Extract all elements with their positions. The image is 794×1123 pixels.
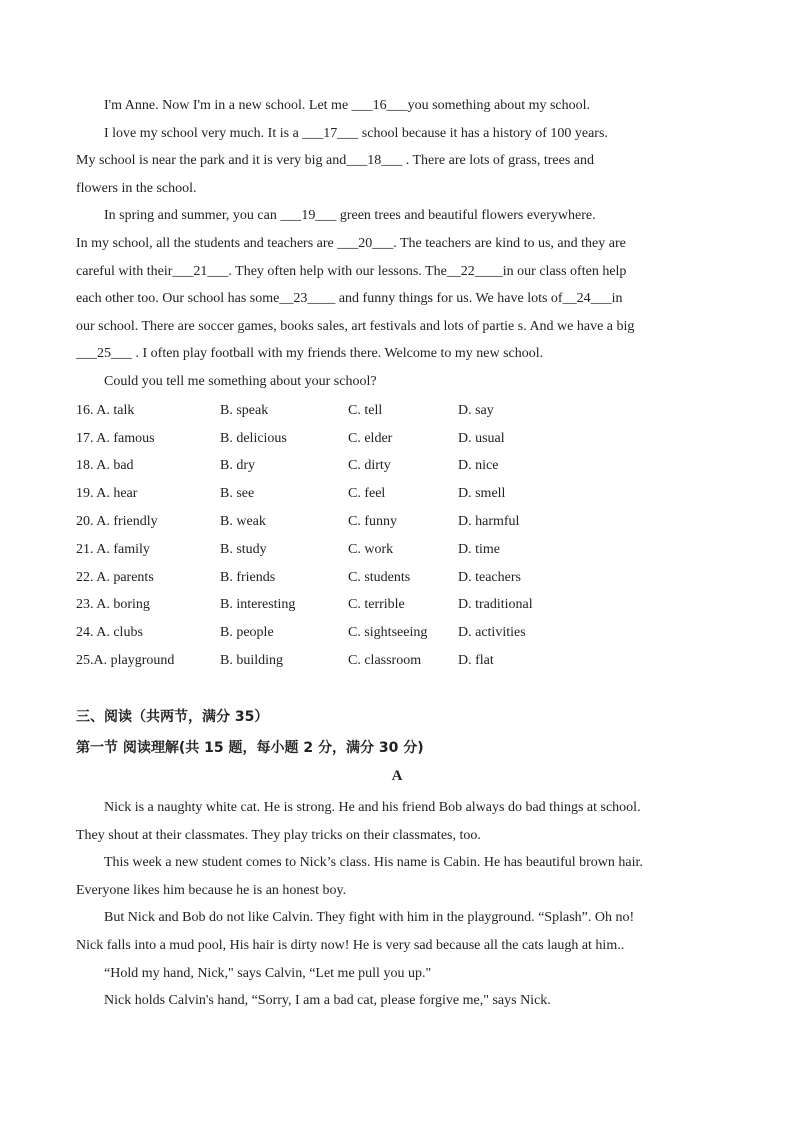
option-c: C. students xyxy=(348,569,411,585)
option-d: D. harmful xyxy=(458,514,520,530)
option-d: D. nice xyxy=(458,458,499,474)
passage-line: Nick holds Calvin's hand, “Sorry, I am a bad cat, please forgive me," says Nick. xyxy=(104,993,551,1009)
cloze-line: Could you tell me something about your school? xyxy=(104,373,377,389)
option-d: D. time xyxy=(458,541,500,557)
option-d: D. teachers xyxy=(458,569,521,585)
option-d: D. flat xyxy=(458,653,494,669)
section-subheading: 第一节 阅读理解(共 15 题，每小题 2 分，满分 30 分) xyxy=(76,740,424,756)
option-a: 23. A. boring xyxy=(76,597,150,613)
passage-line: This week a new student comes to Nick’s class. His name is Cabin. He has beautiful brown hair. xyxy=(104,855,643,871)
option-c: C. tell xyxy=(348,402,383,418)
option-row-16 xyxy=(76,397,716,425)
option-b: B. friends xyxy=(220,569,276,585)
reading-passage xyxy=(76,794,716,1015)
option-a: 16. A. talk xyxy=(76,402,135,418)
cloze-passage xyxy=(76,92,716,396)
option-c: C. sightseeing xyxy=(348,625,428,641)
cloze-line: My school is near the park and it is very big and___18___ . There are lots of grass, trees and xyxy=(76,153,594,169)
option-c: C. feel xyxy=(348,486,386,502)
option-b: B. dry xyxy=(220,458,255,474)
option-a: 24. A. clubs xyxy=(76,625,143,641)
option-c: C. work xyxy=(348,541,394,557)
option-a: 20. A. friendly xyxy=(76,514,158,530)
cloze-line: ___25___ . I often play football with my friends there. Welcome to my new school. xyxy=(76,346,544,362)
answer-options xyxy=(76,397,716,675)
passage-line: They shout at their classmates. They play tricks on their classmates, too. xyxy=(76,827,481,843)
cloze-line: I'm Anne. Now I'm in a new school. Let me ___16___you something about my school. xyxy=(104,98,591,113)
passage-line: Nick falls into a mud pool, His hair is dirty now! He is very sad because all the cats laugh at him.. xyxy=(76,937,625,953)
option-d: D. usual xyxy=(458,430,505,446)
cloze-line: careful with their___21___. They often help with our lessons. The__22____in our class often help xyxy=(76,263,627,279)
option-c: C. funny xyxy=(348,514,397,530)
option-b: B. delicious xyxy=(220,430,287,446)
option-a: 17. A. famous xyxy=(76,430,155,446)
option-c: C. classroom xyxy=(348,653,422,669)
passage-line: Nick is a naughty white cat. He is strong. He and his friend Bob always do bad things at school. xyxy=(104,800,641,815)
section-heading: 三、阅读（共两节，满分 35） xyxy=(76,709,269,725)
option-b: B. study xyxy=(220,541,267,557)
option-row-25 xyxy=(76,647,716,675)
passage-title: A xyxy=(391,768,403,784)
option-a: 25.A. playground xyxy=(76,653,175,669)
cloze-line: each other too. Our school has some__23____ and funny things for us. We have lots of__24___in xyxy=(76,291,623,307)
option-row-24 xyxy=(76,619,716,647)
option-row-20 xyxy=(76,508,716,536)
option-row-23 xyxy=(76,592,716,620)
passage-line: Everyone likes him because he is an honest boy. xyxy=(76,882,347,898)
passage-line: “Hold my hand, Nick," says Calvin, “Let me pull you up." xyxy=(104,965,432,981)
option-a: 18. A. bad xyxy=(76,458,134,474)
option-row-21 xyxy=(76,536,716,564)
option-b: B. see xyxy=(220,486,255,502)
passage-line: But Nick and Bob do not like Calvin. They fight with him in the playground. “Splash”. Oh no! xyxy=(104,910,635,926)
cloze-line: In spring and summer, you can ___19___ green trees and beautiful flowers everywhere. xyxy=(104,208,596,224)
option-b: B. building xyxy=(220,653,284,669)
option-row-18 xyxy=(76,453,716,481)
option-b: B. weak xyxy=(220,514,266,530)
option-a: 21. A. family xyxy=(76,541,150,557)
option-d: D. activities xyxy=(458,625,526,641)
cloze-line: I love my school very much. It is a ___17___ school because it has a history of 100 years. xyxy=(104,125,608,141)
option-a: 19. A. hear xyxy=(76,486,138,502)
option-d: D. smell xyxy=(458,486,506,502)
option-row-19 xyxy=(76,480,716,508)
option-row-17 xyxy=(76,425,716,453)
option-a: 22. A. parents xyxy=(76,569,154,585)
cloze-line: our school. There are soccer games, books sales, art festivals and lots of partie s. And we have a big xyxy=(76,318,635,334)
cloze-line: In my school, all the students and teachers are ___20___. The teachers are kind to us, and they are xyxy=(76,235,626,251)
option-b: B. people xyxy=(220,625,274,641)
option-d: D. traditional xyxy=(458,597,533,613)
option-c: C. elder xyxy=(348,430,393,446)
option-d: D. say xyxy=(458,402,494,418)
option-b: B. interesting xyxy=(220,597,296,613)
cloze-line: flowers in the school. xyxy=(76,180,197,196)
option-b: B. speak xyxy=(220,402,269,418)
option-row-22 xyxy=(76,564,716,592)
option-c: C. terrible xyxy=(348,597,405,613)
option-c: C. dirty xyxy=(348,458,391,474)
